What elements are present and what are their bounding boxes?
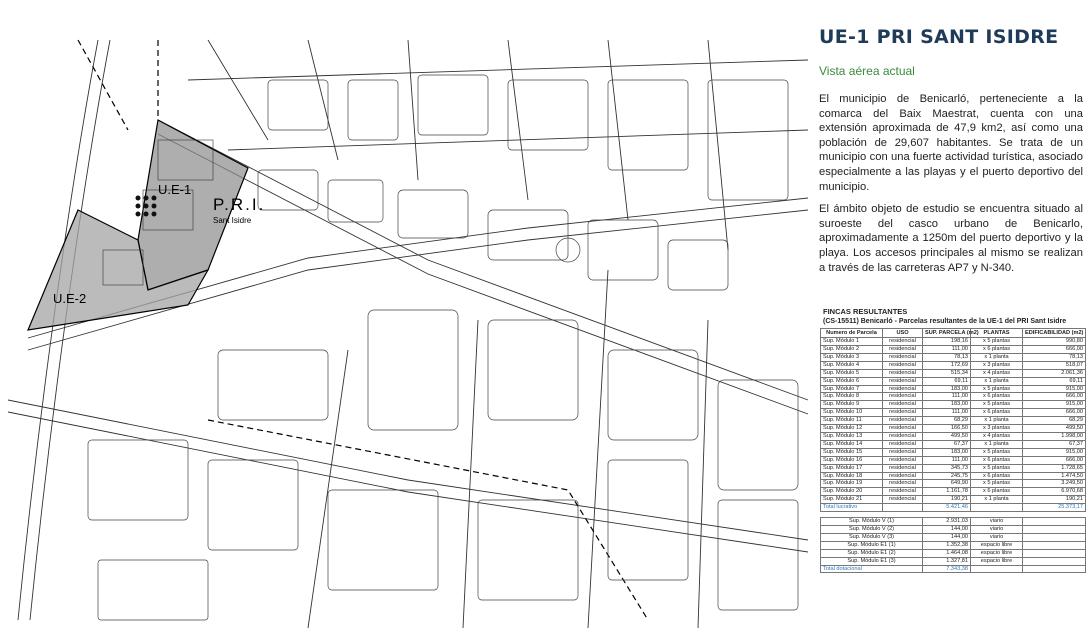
dotacional-cell: viario [971,533,1023,541]
cell-plantas: x 5 plantas [971,464,1023,472]
cell-superficie: 183,00 [923,401,971,409]
dotacional-row [821,541,1086,549]
col-header-parcela: Numero de Parcela [821,329,883,338]
cell-edificabilidad: 666,00 [1023,393,1086,401]
col-header-uso: USO [883,329,923,338]
cell-plantas: x 1 planta [971,417,1023,425]
cell-uso: residencial [883,440,923,448]
total-cell [1023,565,1086,573]
cell-edificabilidad: 190,21 [1023,496,1086,504]
cell-edificabilidad: 69,11 [1023,377,1086,385]
cell-edificabilidad: 67,37 [1023,440,1086,448]
table-row [821,401,1086,409]
label-pri-sub: Sant Isidre [213,216,252,225]
table-row [821,369,1086,377]
cell-uso: residencial [883,338,923,346]
cell-edificabilidad: 915,00 [1023,448,1086,456]
table-row [821,338,1086,346]
table-row [821,385,1086,393]
dotacional-cell: 1.464,08 [923,549,971,557]
map-drawing [8,20,808,628]
dotacional-table [820,512,1086,573]
cell-superficie: 69,11 [923,377,971,385]
cell-parcela: Sup. Módulo 12 [821,425,883,433]
cell-uso: residencial [883,433,923,441]
cell-superficie: 245,75 [923,472,971,480]
dotacional-cell: Sup. Módulo E1 (2) [821,549,923,557]
cell-uso: residencial [883,361,923,369]
label-ue1: U.E-1 [158,182,192,197]
cell-parcela: Sup. Módulo 2 [821,346,883,354]
cell-superficie: 190,21 [923,496,971,504]
table-body [821,338,1086,512]
cell-plantas: x 6 plantas [971,409,1023,417]
cell-superficie: 111,00 [923,393,971,401]
cell-parcela: Sup. Módulo 5 [821,369,883,377]
cell-uso: residencial [883,472,923,480]
dotacional-cell: espacio libre [971,541,1023,549]
table-row [821,472,1086,480]
cell-parcela: Sup. Módulo 3 [821,353,883,361]
total-cell: Total dotacional [821,565,923,573]
parcels-table [820,328,1086,512]
total-cell: Total lucrativo [821,504,883,512]
cell-parcela: Sup. Módulo 1 [821,338,883,346]
cell-plantas: x 4 plantas [971,433,1023,441]
table-row [821,425,1086,433]
cell-edificabilidad: 915,00 [1023,385,1086,393]
total-cell [971,565,1023,573]
cell-uso: residencial [883,353,923,361]
cell-uso: residencial [883,456,923,464]
cell-superficie: 111,00 [923,409,971,417]
dotacional-cell: Sup. Módulo E1 (3) [821,557,923,565]
cell-superficie: 198,16 [923,338,971,346]
dotacional-body [821,512,1086,573]
table-row [821,464,1086,472]
cell-plantas: x 1 planta [971,496,1023,504]
cell-superficie: 78,13 [923,353,971,361]
cell-edificabilidad: 3.249,50 [1023,480,1086,488]
cell-parcela: Sup. Módulo 8 [821,393,883,401]
table-row [821,480,1086,488]
cell-uso: residencial [883,480,923,488]
cell-uso: residencial [883,401,923,409]
cell-plantas: x 6 plantas [971,488,1023,496]
dotacional-cell: 2.931,03 [923,518,971,526]
cell-superficie: 345,73 [923,464,971,472]
cell-edificabilidad: 666,00 [1023,456,1086,464]
cell-uso: residencial [883,464,923,472]
cell-edificabilidad: 6.970,68 [1023,488,1086,496]
cell-parcela: Sup. Módulo 10 [821,409,883,417]
cell-superficie: 183,00 [923,448,971,456]
cell-plantas: x 6 plantas [971,346,1023,354]
cell-superficie: 183,00 [923,385,971,393]
cell-uso: residencial [883,409,923,417]
table-row [821,353,1086,361]
cell-parcela: Sup. Módulo 15 [821,448,883,456]
dotacional-cell [1023,557,1086,565]
table-row [821,409,1086,417]
dotacional-row [821,525,1086,533]
cell-uso: residencial [883,425,923,433]
dotacional-cell [1023,533,1086,541]
cell-superficie: 111,00 [923,346,971,354]
table-row [821,377,1086,385]
dotacional-cell: Sup. Módulo V (1) [821,518,923,526]
cell-edificabilidad: 666,00 [1023,346,1086,354]
cell-superficie: 166,50 [923,425,971,433]
description-paragraph-2: El ámbito objeto de estudio se encuentra situado al suroeste del casco urbano de Benicarlo, aproximadamente a 1250m del puerto deportivo y la playa. Los accesos principales al mismo se realizan a través de las carreteras AP7 y N-340. [819,203,1083,274]
cell-edificabilidad: 915,00 [1023,401,1086,409]
cell-uso: residencial [883,488,923,496]
dotacional-cell: viario [971,518,1023,526]
cell-uso: residencial [883,496,923,504]
cell-superficie: 515,34 [923,369,971,377]
cell-superficie: 499,50 [923,433,971,441]
cell-uso: residencial [883,377,923,385]
dotacional-cell: Sup. Módulo V (3) [821,533,923,541]
cell-plantas: x 5 plantas [971,401,1023,409]
total-lucrativo-row [821,504,1086,512]
cell-plantas: x 1 planta [971,440,1023,448]
cell-parcela: Sup. Módulo 16 [821,456,883,464]
cell-parcela: Sup. Módulo 9 [821,401,883,409]
dotacional-cell: 1.352,38 [923,541,971,549]
table-header-row [821,329,1086,338]
table-row [821,496,1086,504]
label-ue2: U.E-2 [53,291,87,306]
table-row [821,346,1086,354]
cell-plantas: x 4 plantas [971,369,1023,377]
cell-parcela: Sup. Módulo 13 [821,433,883,441]
cell-plantas: x 5 plantas [971,338,1023,346]
cell-uso: residencial [883,393,923,401]
total-cell [971,504,1023,512]
cell-uso: residencial [883,346,923,354]
cell-plantas: x 1 planta [971,353,1023,361]
cell-uso: residencial [883,369,923,377]
cell-edificabilidad: 666,00 [1023,409,1086,417]
cell-plantas: x 6 plantas [971,472,1023,480]
cell-edificabilidad: 1.998,00 [1023,433,1086,441]
total-cell: 25.373,17 [1023,504,1086,512]
cell-parcela: Sup. Módulo 11 [821,417,883,425]
table-heading: FINCAS RESULTANTES [823,307,908,317]
total-dotacional-row [821,565,1086,573]
cell-edificabilidad: 990,80 [1023,338,1086,346]
table-row [821,361,1086,369]
table-row [821,448,1086,456]
cell-superficie: 67,37 [923,440,971,448]
dotacional-cell: espacio libre [971,557,1023,565]
cell-superficie: 172,69 [923,361,971,369]
cell-edificabilidad: 78,13 [1023,353,1086,361]
cell-parcela: Sup. Módulo 7 [821,385,883,393]
cell-plantas: x 5 plantas [971,448,1023,456]
page-subtitle: Vista aérea actual [819,64,915,78]
cell-parcela: Sup. Módulo 17 [821,464,883,472]
dotacional-row [821,549,1086,557]
cell-parcela: Sup. Módulo 14 [821,440,883,448]
dotacional-cell: 144,00 [923,525,971,533]
cell-superficie: 68,29 [923,417,971,425]
total-cell: 7.343,38 [923,565,971,573]
dotacional-cell: Sup. Módulo V (2) [821,525,923,533]
table-row [821,417,1086,425]
dotacional-cell [1023,541,1086,549]
cell-parcela: Sup. Módulo 6 [821,377,883,385]
table-row [821,440,1086,448]
cell-plantas: x 3 plantas [971,361,1023,369]
dotacional-cell: espacio libre [971,549,1023,557]
cell-edificabilidad: 499,50 [1023,425,1086,433]
cadastral-map [8,20,808,628]
cell-edificabilidad: 1.728,65 [1023,464,1086,472]
dotacional-cell: 1.327,81 [923,557,971,565]
cell-plantas: x 5 plantas [971,385,1023,393]
cell-plantas: x 3 plantas [971,425,1023,433]
cell-superficie: 649,90 [923,480,971,488]
cell-parcela: Sup. Módulo 21 [821,496,883,504]
dotacional-cell: 144,00 [923,533,971,541]
total-cell [883,504,923,512]
cell-parcela: Sup. Módulo 18 [821,472,883,480]
cell-uso: residencial [883,417,923,425]
col-header-plantas: PLANTAS [971,329,1023,338]
dotacional-cell [1023,525,1086,533]
cell-uso: residencial [883,385,923,393]
cell-plantas: x 6 plantas [971,456,1023,464]
table-row [821,393,1086,401]
total-cell: 5.421,46 [923,504,971,512]
table-row [821,456,1086,464]
table-subheading: (CS-15511) Benicarló - Parcelas resultantes de la UE-1 del PRI Sant Isidre [823,318,1067,326]
cell-plantas: x 6 plantas [971,393,1023,401]
dotacional-row [821,557,1086,565]
col-header-edificabilidad: EDIFICABILIDAD (m2) [1023,329,1086,338]
cell-parcela: Sup. Módulo 4 [821,361,883,369]
cell-plantas: x 5 plantas [971,480,1023,488]
cell-edificabilidad: 68,29 [1023,417,1086,425]
label-pri: P.R.I. [213,195,266,214]
dotacional-cell [1023,518,1086,526]
col-header-superficie: SUP. PARCELA (m2) [923,329,971,338]
table-row [821,433,1086,441]
cell-edificabilidad: 2.061,36 [1023,369,1086,377]
cell-parcela: Sup. Módulo 20 [821,488,883,496]
cell-superficie: 1.161,78 [923,488,971,496]
cell-superficie: 111,00 [923,456,971,464]
dotacional-cell [1023,549,1086,557]
cell-plantas: x 1 planta [971,377,1023,385]
cell-edificabilidad: 518,07 [1023,361,1086,369]
dotacional-cell: Sup. Módulo E1 (1) [821,541,923,549]
description-paragraph-1: El municipio de Benicarló, perteneciente a la comarca del Baix Maestrat, cuenta con una extensión aproximada de 47,9 km2, así como una población de 29,607 habitantes. Se trata de un municipio con una fuerte actividad turística, asociado especialmente a las playas y el puerto deportivo del municipio. [819,93,1083,193]
dotacional-row [821,533,1086,541]
cell-parcela: Sup. Módulo 19 [821,480,883,488]
dotacional-row [821,518,1086,526]
info-panel [815,22,1087,630]
page-title: UE-1 PRI SANT ISIDRE [819,26,1059,48]
table-row [821,488,1086,496]
cell-edificabilidad: 1.474,50 [1023,472,1086,480]
cell-uso: residencial [883,448,923,456]
dotacional-cell: viario [971,525,1023,533]
